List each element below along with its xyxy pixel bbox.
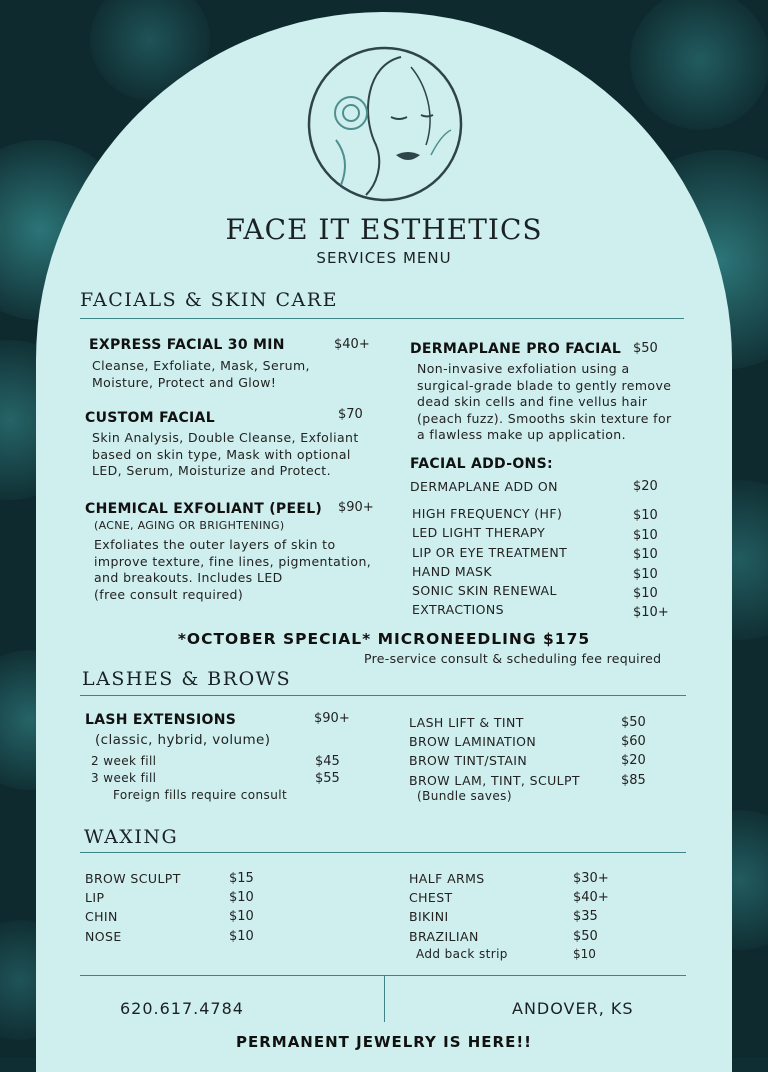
addon-price: $10 bbox=[633, 528, 658, 543]
wax-price: $10 bbox=[229, 929, 254, 944]
express-facial-name: EXPRESS FACIAL 30 MIN bbox=[89, 337, 285, 353]
addon-name: SONIC SKIN RENEWAL bbox=[412, 583, 557, 598]
brand-subtitle: SERVICES MENU bbox=[316, 249, 452, 267]
october-special: *OCTOBER SPECIAL* MICRONEEDLING $175 bbox=[177, 630, 591, 648]
addon-price: $10 bbox=[633, 547, 658, 562]
addons-heading: FACIAL ADD-ONS: bbox=[410, 456, 553, 472]
brow-service-price: $60 bbox=[621, 734, 646, 749]
brand-title: FACE IT ESTHETICS bbox=[225, 213, 543, 246]
fill-price: $45 bbox=[315, 754, 340, 769]
dermaplane-desc: Non-invasive exfoliation using a surgical-grade blade to gently remove dead skin cells and fine vellus hair (peach fuzz). Smooths skin texture for a flawless make up application. bbox=[417, 361, 672, 442]
addon-name: LIP OR EYE TREATMENT bbox=[412, 545, 568, 560]
footer-divider bbox=[384, 976, 385, 1022]
addon-price: $10 bbox=[633, 567, 658, 582]
wax-price: $50 bbox=[573, 929, 598, 944]
wax-price: $10 bbox=[229, 909, 254, 924]
lash-extensions-name: LASH EXTENSIONS bbox=[85, 712, 237, 728]
wax-name: CHEST bbox=[409, 890, 453, 905]
chemical-peel-note: (ACNE, AGING OR BRIGHTENING) bbox=[94, 519, 285, 532]
lash-extensions-price: $90+ bbox=[314, 711, 350, 726]
express-facial-price: $40+ bbox=[334, 337, 370, 352]
wax-addon-name: Add back strip bbox=[416, 947, 508, 961]
chemical-peel-desc: Exfoliates the outer layers of skin to improve texture, fine lines, pigmentation, and breakouts. Includes LED (free consult required) bbox=[94, 537, 372, 602]
custom-facial-name: CUSTOM FACIAL bbox=[85, 410, 215, 426]
wax-price: $30+ bbox=[573, 871, 609, 886]
wax-name: BIKINI bbox=[409, 909, 449, 924]
custom-facial-price: $70 bbox=[338, 407, 363, 422]
chemical-peel-name: CHEMICAL EXFOLIANT (PEEL) bbox=[85, 501, 323, 517]
brow-service-price: $85 bbox=[621, 773, 646, 788]
lash-types: (classic, hybrid, volume) bbox=[95, 732, 271, 748]
brow-service-name: BROW LAM, TINT, SCULPT bbox=[409, 773, 580, 788]
location: ANDOVER, KS bbox=[512, 999, 634, 1018]
brow-service-name: BROW LAMINATION bbox=[409, 734, 537, 749]
wax-name: CHIN bbox=[85, 909, 118, 924]
brow-service-name: BROW TINT/STAIN bbox=[409, 753, 528, 768]
wax-price: $10 bbox=[229, 890, 254, 905]
fill-price: $55 bbox=[315, 771, 340, 786]
addon-name: EXTRACTIONS bbox=[412, 602, 504, 617]
facials-heading: FACIALS & SKIN CARE bbox=[80, 289, 338, 311]
custom-facial-desc: Skin Analysis, Double Cleanse, Exfoliant based on skin type, Mask with optional LED, Serum, Moisturize and Protect. bbox=[92, 430, 359, 478]
dermaplane-name: DERMAPLANE PRO FACIAL bbox=[410, 341, 622, 357]
wax-addon-price: $10 bbox=[573, 947, 596, 961]
facials-rule bbox=[80, 318, 684, 319]
wax-price: $40+ bbox=[573, 890, 609, 905]
fill-note: Foreign fills require consult bbox=[113, 788, 288, 802]
addon-price: $10 bbox=[633, 508, 658, 523]
fill-name: 2 week fill bbox=[91, 754, 157, 768]
footer-rule bbox=[80, 975, 686, 976]
addon-price: $10+ bbox=[633, 605, 669, 620]
wax-name: LIP bbox=[85, 890, 105, 905]
addon-price: $20 bbox=[633, 479, 658, 494]
brow-service-price: $20 bbox=[621, 753, 646, 768]
bundle-note: (Bundle saves) bbox=[417, 789, 512, 803]
wax-name: NOSE bbox=[85, 929, 122, 944]
chemical-peel-price: $90+ bbox=[338, 500, 374, 515]
fill-name: 3 week fill bbox=[91, 771, 157, 785]
waxing-rule bbox=[80, 852, 686, 853]
addon-name: DERMAPLANE ADD ON bbox=[410, 479, 558, 494]
addon-name: LED LIGHT THERAPY bbox=[412, 525, 546, 540]
addon-name: HAND MASK bbox=[412, 564, 492, 579]
dermaplane-price: $50 bbox=[633, 341, 658, 356]
wax-price: $15 bbox=[229, 871, 254, 886]
permanent-jewelry-banner: PERMANENT JEWELRY IS HERE!! bbox=[235, 1033, 532, 1051]
wax-price: $35 bbox=[573, 909, 598, 924]
addon-price: $10 bbox=[633, 586, 658, 601]
special-note: Pre-service consult & scheduling fee required bbox=[364, 651, 662, 666]
wax-name: HALF ARMS bbox=[409, 871, 485, 886]
face-logo-icon bbox=[306, 45, 464, 203]
brow-service-name: LASH LIFT & TINT bbox=[409, 715, 524, 730]
addon-name: HIGH FREQUENCY (HF) bbox=[412, 506, 563, 521]
lashes-heading: LASHES & BROWS bbox=[82, 668, 292, 690]
waxing-heading: WAXING bbox=[84, 826, 179, 848]
lashes-rule bbox=[80, 695, 686, 696]
express-facial-desc: Cleanse, Exfoliate, Mask, Serum, Moisture, Protect and Glow! bbox=[92, 358, 310, 390]
brow-service-price: $50 bbox=[621, 715, 646, 730]
wax-name: BRAZILIAN bbox=[409, 929, 479, 944]
wax-name: BROW SCULPT bbox=[85, 871, 181, 886]
phone-number[interactable]: 620.617.4784 bbox=[120, 999, 244, 1018]
